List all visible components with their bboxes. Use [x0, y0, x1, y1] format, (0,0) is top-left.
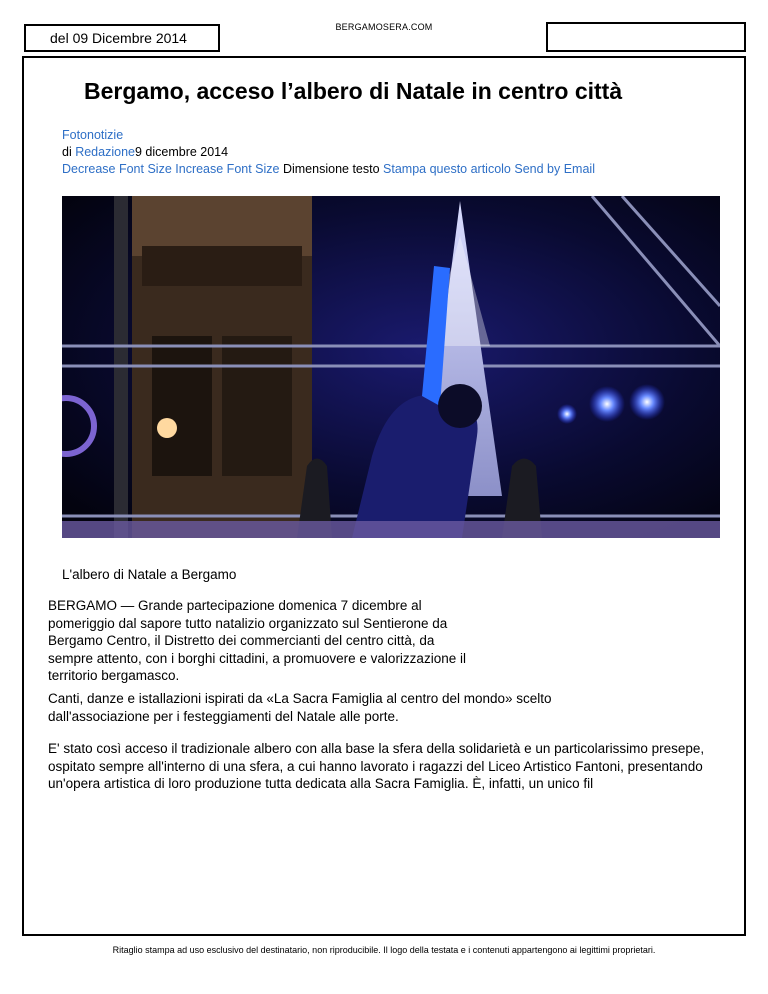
article-paragraph: BERGAMO — Grande partecipazione domenica 7 dicembre al pomeriggio dal sapore tutto natalizio organizzato sul Sentierone da Bergamo Centro, il Distretto dei commercianti del centro città, da sempre attento, con i borghi cittadini, a promuovere e valorizzazione il territorio bergamasco. [48, 598, 466, 683]
increase-font-link[interactable]: Increase Font Size [175, 162, 280, 176]
font-size-label: Dimensione testo [282, 162, 380, 176]
source-site-name: BERGAMOSERA.COM [335, 22, 433, 32]
header-empty-box [546, 22, 746, 52]
article-title: Bergamo, acceso l’albero di Natale in centro città [84, 78, 623, 104]
clipping-date: del 09 Dicembre 2014 [50, 30, 187, 46]
article-paragraph: E' stato così acceso il tradizionale albero con alla base la sfera della solidarietà e un particolarissimo presepe, ospitato sempre all'interno di una sfera, a cui hanno lavorato i ragazzi del Liceo Artistico Fantoni, presentando un'opera artistica di loro produzione tutta dedicata alla Sacra Famiglia. È, infatti, un unico fil [48, 741, 705, 791]
send-email-link[interactable]: Send by Email [514, 162, 595, 176]
print-article-link[interactable]: Stampa questo articolo [383, 162, 511, 176]
byline-prefix: di [62, 145, 76, 159]
article-paragraph: Canti, danze e istallazioni ispirati da «La Sacra Famiglia al centro del mondo» scelto dall'associazione per i festeggiamenti del Natale alle porte. [48, 691, 552, 724]
photo-caption: L'albero di Natale a Bergamo [62, 567, 237, 582]
decrease-font-link[interactable]: Decrease Font Size [62, 162, 172, 176]
text-tools [62, 162, 595, 176]
category-line [62, 128, 123, 142]
article-date: 9 dicembre 2014 [134, 145, 229, 159]
footer-notice: Ritaglio stampa ad uso esclusivo del destinatario, non riproducibile. Il logo della testata e i contenuti appartengono ai legittimi proprietari. [112, 945, 656, 955]
category-link[interactable]: Fotonotizie [62, 128, 124, 142]
author-link[interactable]: Redazione [75, 145, 135, 159]
byline [62, 145, 228, 159]
article-photo [62, 196, 720, 538]
